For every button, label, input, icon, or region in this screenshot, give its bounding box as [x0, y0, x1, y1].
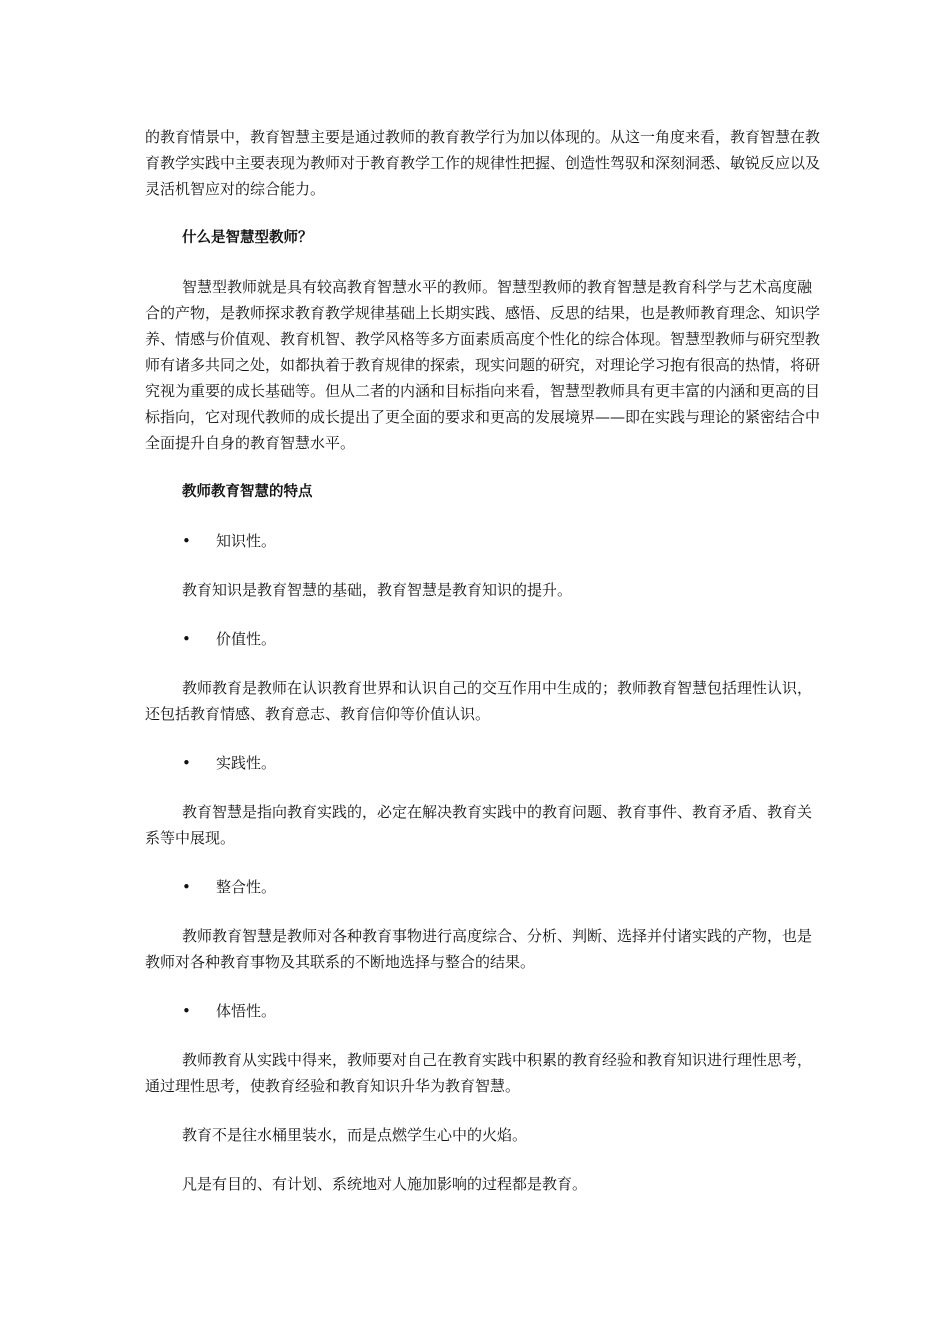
bullet-icon: • [182, 754, 191, 772]
feature-body-integration: 教师教育智慧是教师对各种教育事物进行高度综合、分析、判断、选择并付诸实践的产物，也是教师对各种教育事物及其联系的不断地选择与整合的结果。 [145, 927, 813, 971]
feature-bullet-knowledge [145, 528, 820, 554]
closing-quote: 教育不是往水桶里装水，而是点燃学生心中的火焰。 [182, 1126, 528, 1144]
feature-label: 整合性。 [216, 878, 277, 896]
feature-bullet-value [145, 626, 820, 652]
feature-label: 实践性。 [216, 754, 277, 772]
intro-paragraph: 的教育情景中，教育智慧主要是通过教师的教育教学行为加以体现的。从这一角度来看，教育智慧在教育教学实践中主要表现为教师对于教育教学工作的规律性把握、创造性驾驭和深刻洞悉、敏锐反应以及灵活机智应对的综合能力。 [145, 128, 821, 198]
bullet-icon: • [182, 630, 191, 648]
feature-body-practice: 教育智慧是指向教育实践的，必定在解决教育实践中的教育问题、教育事件、教育矛盾、教育关系等中展现。 [145, 803, 813, 847]
bullet-icon: • [182, 878, 191, 896]
feature-body-insight: 教师教育从实践中得来，教师要对自己在教育实践中积累的教育经验和教育知识进行理性思考，通过理性思考，使教育经验和教育知识升华为教育智慧。 [145, 1051, 813, 1095]
feature-label: 知识性。 [216, 532, 277, 550]
feature-label: 价值性。 [216, 630, 277, 648]
feature-bullet-integration [145, 874, 820, 900]
section-heading-what-is-wise-teacher: 什么是智慧型教师？ [182, 230, 313, 246]
document-page [145, 124, 820, 1220]
bullet-icon: • [182, 1002, 191, 1020]
feature-label: 体悟性。 [216, 1002, 277, 1020]
feature-body-knowledge: 教育知识是教育智慧的基础，教育智慧是教育知识的提升。 [182, 581, 573, 599]
closing-definition: 凡是有目的、有计划、系统地对人施加影响的过程都是教育。 [182, 1175, 588, 1193]
feature-bullet-insight [145, 998, 820, 1024]
feature-bullet-practice [145, 750, 820, 776]
bullet-icon: • [182, 532, 191, 550]
section-heading-features: 教师教育智慧的特点 [182, 484, 313, 500]
wise-teacher-paragraph: 智慧型教师就是具有较高教育智慧水平的教师。智慧型教师的教育智慧是教育科学与艺术高度融合的产物，是教师探求教育教学规律基础上长期实践、感悟、反思的结果，也是教师教育理念、知识学养、情感与价值观、教育机智、教学风格等多方面素质高度个性化的综合体现。智慧型教师与研究型教师有诸多共同之处，如都执着于教育规律的探索，现实问题的研究，对理论学习抱有很高的热情，将研究视为重要的成长基础等。但从二者的内涵和目标指向来看，智慧型教师具有更丰富的内涵和更高的目标指向，它对现代教师的成长提出了更全面的要求和更高的发展境界——即在实践与理论的紧密结合中全面提升自身的教育智慧水平。 [145, 278, 821, 452]
feature-body-value: 教师教育是教师在认识教育世界和认识自己的交互作用中生成的；教师教育智慧包括理性认识，还包括教育情感、教育意志、教育信仰等价值认识。 [145, 679, 813, 723]
